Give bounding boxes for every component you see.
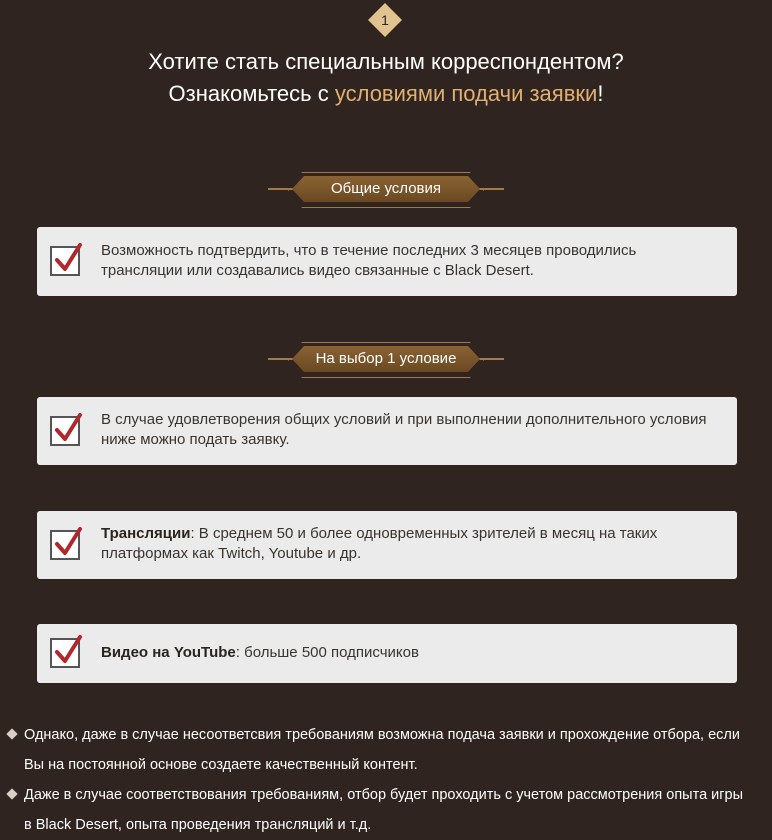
condition-card-choice-intro [37, 397, 737, 465]
card-text-rest: : больше 500 подписчиков [235, 644, 419, 661]
step-number: 1 [381, 12, 389, 28]
headline-line1: Хотите стать специальным корреспондентом? [148, 49, 624, 74]
note-text: Однако, даже в случае несоответсвия требованиям возможна подача заявки и прохождение отбора, если Вы на постоянной основе создаете качественный контент. [24, 727, 740, 773]
checkmark-icon [50, 246, 80, 276]
headline-prefix: Ознакомьтесь с [168, 81, 335, 106]
card-text-rest: : В среднем 50 и более одновременных зрителей в месяц на таких платформах как Twitch, Youtube и др. [101, 525, 658, 562]
headline-line2 [0, 78, 772, 110]
condition-card-streams [37, 511, 737, 579]
note-item [8, 720, 752, 780]
card-text-bold: Трансляции [101, 525, 191, 542]
card-text [101, 524, 717, 564]
notes-list [8, 720, 752, 840]
card-text-bold: Видео на YouTube [101, 644, 236, 661]
note-item [8, 780, 752, 840]
card-text [101, 643, 717, 663]
section-title-general [268, 174, 504, 204]
card-text: В случае удовлетворения общих условий и при выполнении дополнительного условия ниже можно подать заявку. [101, 411, 707, 448]
condition-card-youtube [37, 624, 737, 683]
checkmark-icon [50, 530, 80, 560]
checkmark-icon [50, 638, 80, 668]
diamond-bullet-icon [6, 728, 17, 739]
card-text: Возможность подтвердить, что в течение последних 3 месяцев проводились трансляции или создавались видео связанные с Black Desert. [101, 242, 637, 279]
page-headline [0, 46, 772, 110]
section-title-choice [268, 344, 504, 374]
checkmark-icon [50, 416, 80, 446]
condition-card-general [37, 227, 737, 296]
diamond-bullet-icon [6, 788, 17, 799]
section-title-label: На выбор 1 условие [315, 350, 457, 367]
note-text: Даже в случае соответствования требованиям, отбор будет проходить с учетом рассмотрения опыта игры в Black Desert, опыта проведения трансляций и т.д. [24, 787, 744, 833]
section-title-label: Общие условия [330, 180, 442, 197]
headline-suffix: ! [597, 81, 604, 106]
conditions-link[interactable]: условиями подачи заявки [334, 81, 598, 106]
